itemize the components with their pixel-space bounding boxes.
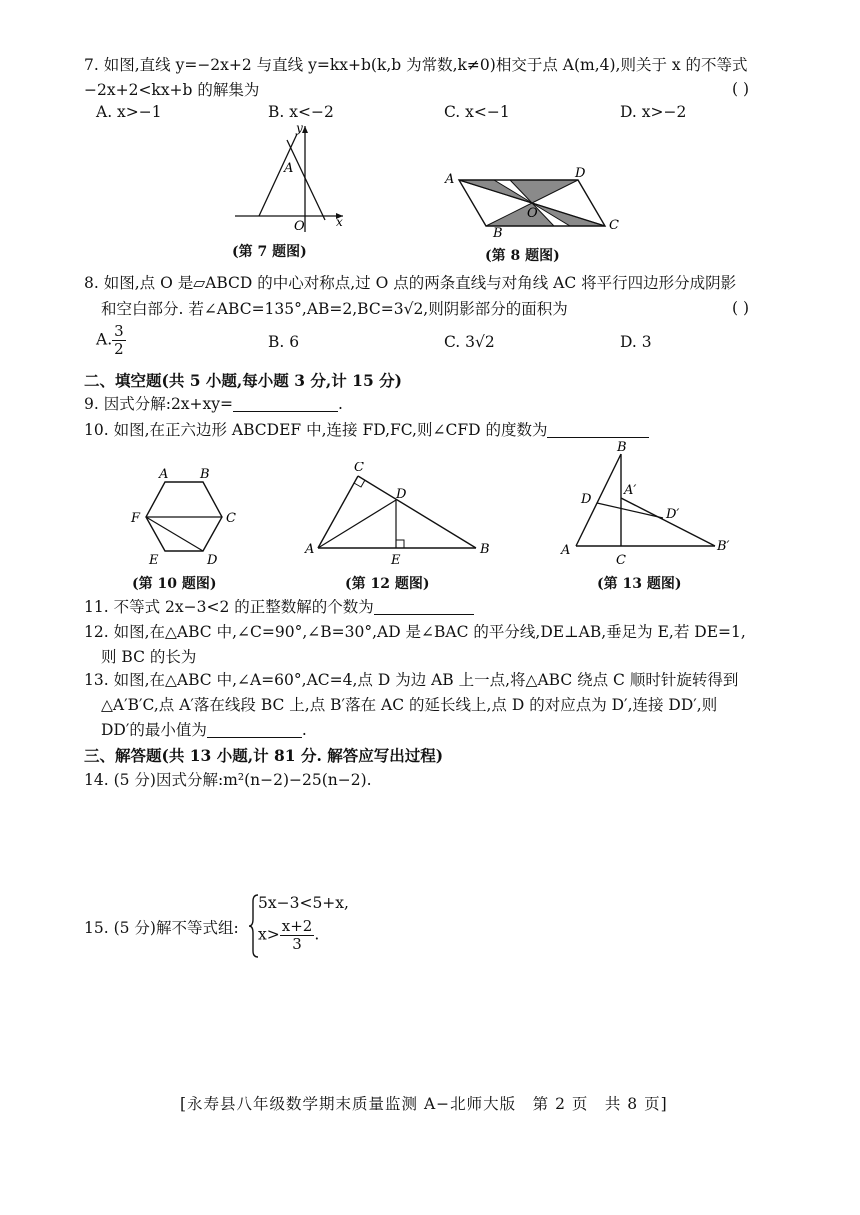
q15-inequality-2 bbox=[258, 918, 319, 953]
q7-answer-paren: ( ) bbox=[732, 80, 750, 98]
section-solutions: 三、解答题(共 13 小题,计 81 分. 解答应写出过程) bbox=[84, 746, 444, 765]
fig8-label-a: A bbox=[445, 172, 455, 187]
q15-ineq2-denominator: 3 bbox=[292, 935, 302, 953]
fig8-label-o: O bbox=[527, 206, 538, 221]
fig12-label-c: C bbox=[354, 462, 364, 475]
fig12-caption: (第 12 题图) bbox=[345, 576, 430, 592]
fig7-label-x: x bbox=[336, 215, 343, 229]
q10-answer-blank bbox=[547, 421, 649, 438]
fig13-label-d-prime: D′ bbox=[666, 507, 680, 522]
figure-12 bbox=[300, 462, 500, 570]
q13-line1: 13. 如图,在△ABC 中,∠A=60°,AC=4,点 D 为边 AB 上一点,将△ABC 绕点 C 顺时针旋转得到 bbox=[84, 671, 739, 689]
fig13-caption: (第 13 题图) bbox=[597, 576, 682, 592]
figure-7 bbox=[225, 120, 350, 235]
q7-option-d: D. x>−2 bbox=[620, 103, 687, 121]
q15-ineq2-numerator: x+2 bbox=[281, 917, 313, 935]
q8-line1: 8. 如图,点 O 是▱ABCD 的中心对称点,过 O 点的两条直线与对角线 AC 将平行四边形分成阴影 bbox=[84, 274, 737, 292]
q13-answer-blank bbox=[207, 721, 302, 738]
q11-text: 11. 不等式 2x−3<2 的正整数解的个数为 bbox=[84, 598, 374, 616]
q8-option-a bbox=[96, 323, 126, 358]
fig7-caption: (第 7 题图) bbox=[232, 244, 307, 260]
figure-8 bbox=[435, 165, 635, 240]
q15-inequality-1: 5x−3<5+x, bbox=[258, 894, 349, 912]
fig13-label-d: D bbox=[581, 492, 592, 507]
fig10-label-a: A bbox=[159, 467, 169, 482]
fig8-label-b: B bbox=[493, 226, 503, 240]
figure-10 bbox=[125, 465, 245, 570]
fig12-label-a: A bbox=[305, 542, 315, 557]
q15-prefix: 15. (5 分)解不等式组: bbox=[84, 919, 239, 937]
fig10-label-b: B bbox=[200, 467, 210, 482]
fig10-label-d: D bbox=[207, 553, 218, 568]
fig8-caption: (第 8 题图) bbox=[485, 248, 560, 264]
fig13-label-b-prime: B′ bbox=[717, 539, 730, 554]
q11-row bbox=[84, 597, 474, 617]
q8-option-d: D. 3 bbox=[620, 333, 652, 351]
q8-option-b: B. 6 bbox=[268, 333, 300, 351]
q7-option-c: C. x<−1 bbox=[444, 103, 510, 121]
fig7-label-y: y bbox=[296, 121, 303, 135]
q8-option-c: C. 3√2 bbox=[444, 333, 495, 351]
fig12-label-d: D bbox=[396, 487, 407, 502]
q7-option-b: B. x<−2 bbox=[268, 103, 334, 121]
fig8-label-c: C bbox=[609, 218, 619, 233]
fig12-label-b: B bbox=[480, 542, 490, 557]
q9-answer-blank bbox=[233, 395, 338, 412]
q12-line1: 12. 如图,在△ABC 中,∠C=90°,∠B=30°,AD 是∠BAC 的平分线,DE⊥AB,垂足为 E,若 DE=1, bbox=[84, 623, 746, 641]
q8-option-a-prefix: A. bbox=[96, 330, 113, 349]
q7-line1: 7. 如图,直线 y=−2x+2 与直线 y=kx+b(k,b 为常数,k≠0)相交于点 A(m,4),则关于 x 的不等式 bbox=[84, 56, 748, 74]
q12-line2: 则 BC 的长为 bbox=[101, 648, 197, 666]
fig13-label-b: B bbox=[617, 440, 627, 455]
fig13-label-a: A bbox=[561, 543, 571, 558]
q13-line3-row bbox=[101, 720, 307, 740]
fig10-label-c: C bbox=[226, 511, 236, 526]
figure-13 bbox=[555, 440, 745, 570]
q7-line2: −2x+2<kx+b 的解集为 bbox=[84, 81, 260, 99]
q15-ineq2-fraction bbox=[280, 918, 315, 953]
q13-line3-end: . bbox=[301, 721, 307, 739]
q8-option-a-numerator: 3 bbox=[114, 322, 124, 340]
q8-option-a-denominator: 2 bbox=[114, 340, 124, 358]
page-footer: [永寿县八年级数学期末质量监测 A−北师大版 第 2 页 共 8 页] bbox=[180, 1095, 668, 1113]
q11-answer-blank bbox=[374, 598, 474, 615]
fig8-label-d: D bbox=[575, 166, 586, 181]
fig10-label-f: F bbox=[131, 511, 141, 526]
q8-line2: 和空白部分. 若∠ABC=135°,AB=2,BC=3√2,则阴影部分的面积为 bbox=[101, 300, 568, 318]
fig13-label-c: C bbox=[616, 553, 626, 568]
section-fill-in: 二、填空题(共 5 小题,每小题 3 分,计 15 分) bbox=[84, 371, 402, 390]
fig13-label-a-prime: A′ bbox=[624, 483, 637, 498]
q15-ineq2-end: . bbox=[314, 925, 320, 944]
fig10-caption: (第 10 题图) bbox=[132, 576, 217, 592]
q13-line2: △A′B′C,点 A′落在线段 BC 上,点 B′落在 AC 的延长线上,点 D 的对应点为 D′,连接 DD′,则 bbox=[101, 696, 718, 714]
q10-text: 10. 如图,在正六边形 ABCDEF 中,连接 FD,FC,则∠CFD 的度数为 bbox=[84, 421, 548, 439]
fig10-label-e: E bbox=[149, 553, 159, 568]
q7-option-a: A. x>−1 bbox=[96, 103, 162, 121]
q9-text: 9. 因式分解:2x+xy= bbox=[84, 395, 234, 413]
fig7-label-o: O bbox=[294, 219, 305, 234]
q14-text: 14. (5 分)因式分解:m²(n−2)−25(n−2). bbox=[84, 771, 372, 789]
q15-ineq2-lhs: x> bbox=[258, 925, 280, 944]
fig7-label-a: A bbox=[284, 161, 294, 176]
q9-row bbox=[84, 394, 343, 414]
q9-end: . bbox=[338, 395, 343, 413]
q13-line3: DD′的最小值为 bbox=[101, 721, 207, 739]
fig12-label-e: E bbox=[391, 553, 401, 568]
q8-answer-paren: ( ) bbox=[732, 299, 750, 317]
q8-option-a-fraction bbox=[112, 323, 126, 358]
q10-row bbox=[84, 420, 649, 440]
